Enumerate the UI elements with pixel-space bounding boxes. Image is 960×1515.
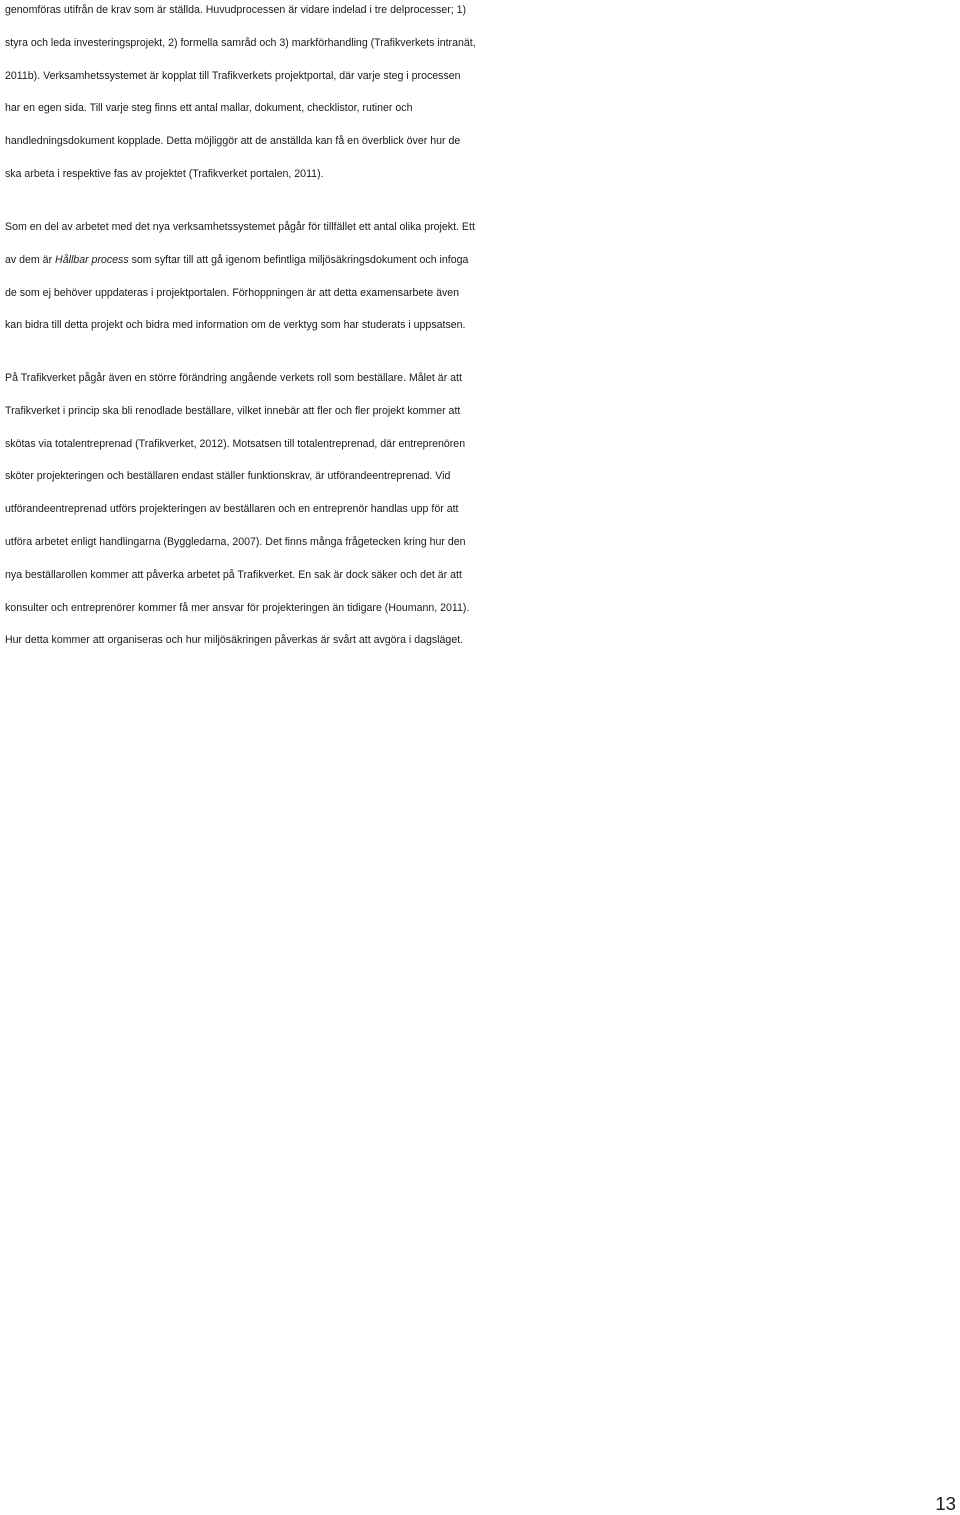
text-line: skötas via totalentreprenad (Trafikverket, 2012). Motsatsen till totalentreprenad, där entreprenören xyxy=(5,437,466,450)
text-line: Trafikverket i princip ska bli renodlade beställare, vilket innebär att fler och fler projekt kommer att xyxy=(5,404,461,417)
text-line: Som en del av arbetet med det nya verksamhetssystemet pågår för tillfället ett antal olika projekt. Ett xyxy=(5,221,475,233)
text-line xyxy=(5,244,957,277)
text-segment: som syftar till att gå igenom befintliga miljösäkringsdokument och infoga xyxy=(128,253,469,266)
text-line: genomföras utifrån de krav som är ställda. Huvudprocessen är vidare indelad i tre delprocesser; 1) xyxy=(5,4,467,16)
text-line: Hur detta kommer att organiseras och hur miljösäkringen påverkas är svårt att avgöra i dagsläget. xyxy=(5,634,464,647)
text-line: ska arbeta i respektive fas av projektet (Trafikverket portalen, 2011). xyxy=(5,167,324,180)
text-line: 2011b). Verksamhetssystemet är kopplat till Trafikverkets projektportal, där varje steg i processen xyxy=(5,69,461,82)
text-line: utföra arbetet enligt handlingarna (Byggledarna, 2007). Det finns många frågetecken kring hur den xyxy=(5,535,466,548)
paragraph-3 xyxy=(5,362,957,657)
paragraph-2 xyxy=(5,211,957,342)
text-line: de som ej behöver uppdateras i projektportalen. Förhoppningen är att detta examensarbete även xyxy=(5,286,460,299)
text-line: sköter projekteringen och beställaren endast ställer funktionskrav, är utförandeentreprenad. Vid xyxy=(5,470,451,483)
page-number: 13 xyxy=(935,1493,956,1514)
text-line: kan bidra till detta projekt och bidra med information om de verktyg som har studerats i uppsatsen. xyxy=(5,319,466,332)
text-line: handledningsdokument kopplade. Detta möjliggör att de anställda kan få en överblick över hur de xyxy=(5,135,461,148)
text-line: utförandeentreprenad utförs projekteringen av beställaren och en entreprenör handlas upp för att xyxy=(5,503,459,516)
text-line: På Trafikverket pågår även en större förändring angående verkets roll som beställare. Målet är att xyxy=(5,372,462,384)
text-line: har en egen sida. Till varje steg finns ett antal mallar, dokument, checklistor, rutiner och xyxy=(5,102,413,115)
paragraph-1 xyxy=(5,0,957,191)
text-line: konsulter och entreprenörer kommer få mer ansvar för projekteringen än tidigare (Houmann, 2011). xyxy=(5,601,470,614)
text-line: styra och leda investeringsprojekt, 2) formella samråd och 3) markförhandling (Trafikverkets intranät, xyxy=(5,36,476,49)
italic-term: Hållbar process xyxy=(55,253,129,266)
text-segment: av dem är xyxy=(5,253,56,266)
text-line: nya beställarollen kommer att påverka arbetet på Trafikverket. En sak är dock säker och det är att xyxy=(5,568,462,581)
